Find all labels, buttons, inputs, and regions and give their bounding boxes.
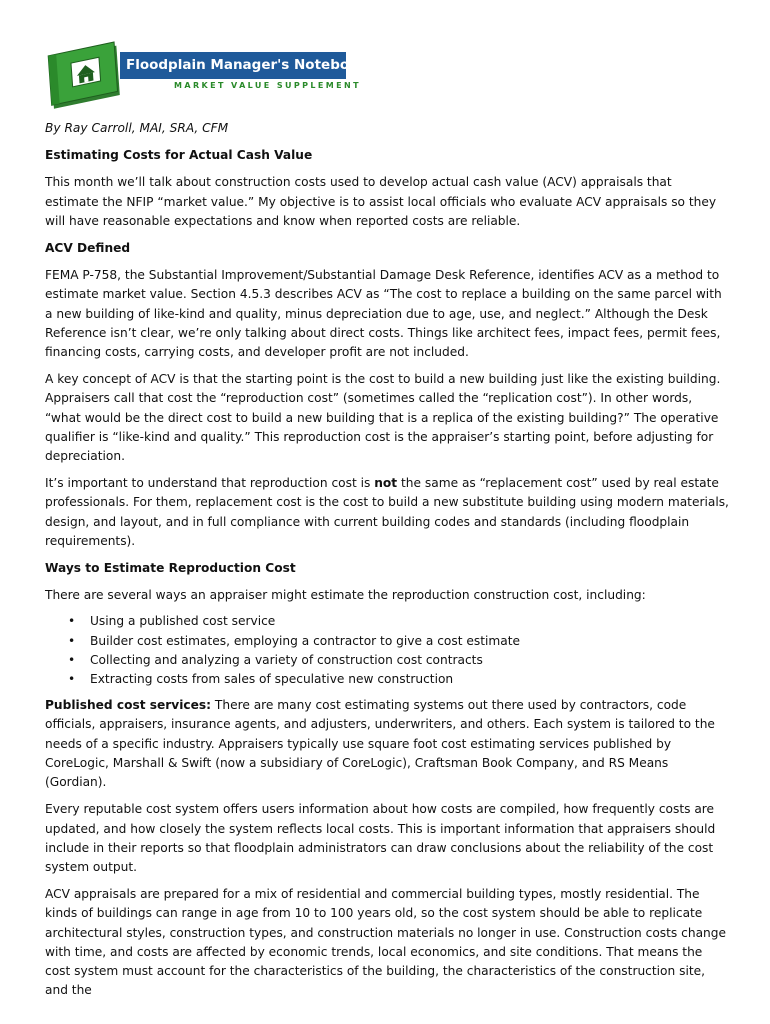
acv-definition-paragraph: FEMA P-758, the Substantial Improvement/Substantial Damage Desk Reference, identifies ACV as a method to estimate market value. Section 4.5.3 describes ACV as “The cost to replace a building on the same parcel with a new building of like-kind and quality, minus depreciation due to age, use, and neglect.” Although the Desk Reference isn’t clear, we’re only talking about direct costs. Things like architect fees, impact fees, permit fees, financing costs, carrying costs, and developer profit are not included. (45, 268, 722, 360)
newsletter-header (44, 40, 368, 112)
published-services-paragraph (45, 696, 729, 792)
replacement-text-before: It’s important to understand that reproduction cost is (45, 476, 375, 491)
section-heading-ways: Ways to Estimate Reproduction Cost (45, 561, 296, 576)
section-heading-acv-defined: ACV Defined (45, 241, 131, 256)
emphasis-not: not (374, 476, 398, 491)
published-services-text: There are many cost estimating systems out there used by contractors, code officials, appraisers, insurance agents, and adjusters, underwriters, and others. Each system is tailored to the needs of a specific industry. Appraisers typically use square foot cost estimating services published by CoreLogic, Marshall & Swift (now a subsidiary of CoreLogic), Craftsman Book Company, and RS Means (Gordian). (45, 698, 715, 790)
published-services-label: Published cost services: (45, 698, 212, 713)
acv-appraisals-paragraph: ACV appraisals are prepared for a mix of residential and commercial building types, mostly residential. The kinds of buildings can range in age from 10 to 100 years old, so the cost system should be able to replicate architectural styles, construction types, and construction materials no longer in use. Construction costs change with time, and costs are affected by economic trends, local economics, and site conditions. That means the cost system must account for the characteristics of the building, the characteristics of the construction site, and the (45, 887, 726, 998)
reproduction-cost-paragraph: A key concept of ACV is that the starting point is the cost to build a new building just like the existing building. Appraisers call that cost the “reproduction cost” (sometimes called the “replication cost”). In other words, “what would be the direct cost to build a new building that is a replica of the existing building?” The operative qualifier is “like-kind and quality.” This reproduction cost is the appraiser’s starting point, before adjusting for depreciation. (45, 372, 721, 464)
replacement-text-after: the same as “replacement cost” used by real estate professionals. For them, replacement cost is the cost to build a new substitute building using modern materials, design, and layout, and in full compliance with current building codes and standards (including floodplain requirements). (45, 476, 729, 548)
list-item: • Collecting and analyzing a variety of construction cost contracts (90, 651, 729, 670)
article-title: Estimating Costs for Actual Cash Value (45, 148, 313, 163)
list-item: • Builder cost estimates, employing a contractor to give a cost estimate (90, 632, 729, 651)
book-logo-icon (46, 36, 126, 113)
reputable-system-paragraph: Every reputable cost system offers users information about how costs are compiled, how frequently costs are updated, and how closely the system reflects local costs. This is important information that appraisers should include in their reports so that floodplain administrators can draw conclusions about the reliability of the cost system output. (45, 802, 716, 874)
newsletter-title: Floodplain Manager's Notebook (120, 52, 346, 79)
article-body (45, 119, 729, 1008)
list-item: • Using a published cost service (90, 612, 729, 631)
byline: By Ray Carroll, MAI, SRA, CFM (45, 121, 229, 135)
replacement-cost-paragraph (45, 474, 729, 551)
newsletter-subtitle: MARKET VALUE SUPPLEMENT (174, 81, 361, 90)
list-item: • Extracting costs from sales of speculative new construction (90, 670, 729, 689)
methods-list (45, 612, 729, 689)
intro-paragraph: This month we’ll talk about construction costs used to develop actual cash value (ACV) appraisals that estimate the NFIP “market value.” My objective is to assist local officials who evaluate ACV appraisals so they will have reasonable expectations and know when reported costs are reliable. (45, 175, 717, 228)
ways-intro-paragraph: There are several ways an appraiser might estimate the reproduction construction cost, including: (45, 588, 646, 603)
